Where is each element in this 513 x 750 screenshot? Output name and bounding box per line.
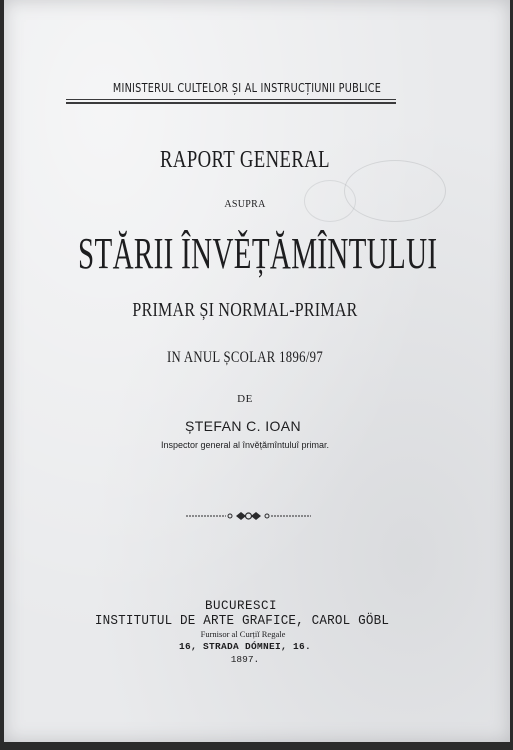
main-title: STĂRII ÎNVĚȚĂMÎNTULUI — [78, 229, 438, 278]
ministry-header: MINISTERUL CULTELOR ȘI AL INSTRUCȚIUNII PUBLICE — [112, 80, 382, 95]
author-name: ȘTEFAN C. IOAN — [184, 418, 302, 434]
title-connector: ASUPRA — [224, 199, 266, 210]
imprint-address: 16, STRADA DÓMNEI, 16. — [178, 641, 312, 652]
author-prefix: DE — [237, 393, 253, 405]
imprint-supplier: Furnisor al Curțiĭ Regale — [200, 629, 286, 639]
imprint-year: 1897. — [230, 654, 260, 665]
school-year: IN ANUL ȘCOLAR 1896/97 — [166, 349, 324, 366]
header-rule-thick — [66, 102, 396, 104]
author-role: Inspector general al învěțămîntuluî primar. — [160, 440, 330, 450]
imprint-printer: INSTITUTUL DE ARTE GRAFICE, CAROL GÖBL — [94, 613, 390, 629]
ornament-divider — [186, 509, 311, 523]
document-page — [4, 0, 510, 742]
report-title: RAPORT GENERAL — [160, 147, 330, 173]
subtitle: PRIMAR ȘI NORMAL-PRIMAR — [132, 299, 358, 321]
header-rule — [66, 99, 396, 100]
imprint-city: BUCURESCI — [204, 599, 277, 613]
